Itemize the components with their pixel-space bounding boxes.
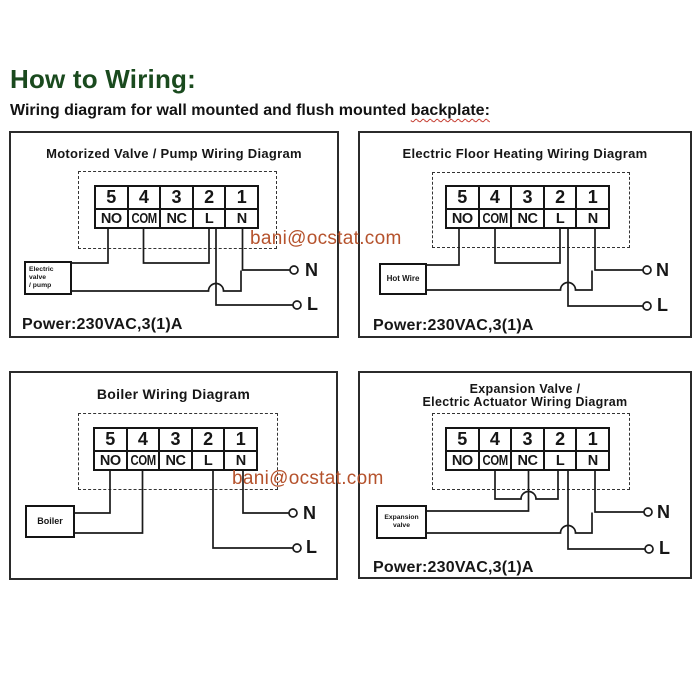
panel-title: Motorized Valve / Pump Wiring Diagram: [46, 146, 302, 161]
supply-n-label: N: [656, 260, 669, 280]
terminal-number: 3: [512, 187, 543, 208]
watermark: bani@ocstat.com: [232, 468, 384, 489]
terminal-label: NO: [447, 210, 478, 227]
terminal-number: 4: [480, 187, 511, 208]
supply-l-label: L: [657, 295, 668, 315]
device-label: Hot Wire: [386, 274, 420, 284]
terminal-number: 5: [447, 187, 478, 208]
terminal-number: 4: [129, 187, 160, 208]
terminal-label: L: [545, 210, 576, 227]
panel-title-line2: Electric Actuator Wiring Diagram: [422, 395, 628, 409]
supply-n-terminal: [644, 508, 652, 516]
supply-l-terminal: [293, 544, 301, 552]
panel-title: Boiler Wiring Diagram: [96, 386, 251, 402]
device-box-boiler: [25, 505, 75, 538]
terminal-number: 2: [545, 187, 576, 208]
supply-n-terminal: [643, 266, 651, 274]
terminal-label: COM: [480, 210, 511, 227]
page-title: How to Wiring:: [10, 64, 196, 94]
terminal-number: 2: [193, 429, 224, 450]
terminal-number: 3: [161, 187, 192, 208]
terminal-label: L: [194, 210, 225, 227]
terminal-label: L: [193, 452, 224, 469]
terminal-number: 2: [545, 429, 576, 450]
power-rating: Power:230VAC,3(1)A: [373, 317, 534, 334]
supply-n-terminal: [289, 509, 297, 517]
terminal-label: N: [226, 210, 257, 227]
subtitle: [10, 102, 490, 120]
device-box-expansion-valve: [376, 505, 427, 539]
supply-n-label: N: [305, 260, 318, 280]
terminal-block: [445, 427, 610, 471]
supply-n-label: N: [657, 502, 670, 522]
terminal-number: 5: [447, 429, 478, 450]
terminal-label: NC: [512, 452, 543, 469]
device-label: Electric valve: [29, 266, 54, 282]
terminal-number: 1: [577, 429, 608, 450]
terminal-number: 2: [194, 187, 225, 208]
device-label: / pump: [29, 281, 52, 289]
terminal-label: NO: [96, 210, 127, 227]
terminal-label: COM: [480, 452, 511, 469]
terminal-number: 3: [160, 429, 191, 450]
supply-l-terminal: [645, 545, 653, 553]
watermark: bani@ocstat.com: [250, 228, 402, 249]
supply-n-terminal: [290, 266, 298, 274]
supply-l-label: L: [659, 538, 670, 558]
terminal-block: [93, 427, 258, 471]
subtitle-text: Wiring diagram for wall mounted and flush mounted: [10, 102, 411, 119]
supply-l-terminal: [643, 302, 651, 310]
wire-valve-to-n-with-hop: [72, 271, 241, 292]
power-rating: Power:230VAC,3(1)A: [22, 316, 183, 333]
terminal-number: 4: [480, 429, 511, 450]
terminal-block: [94, 185, 259, 229]
terminal-number: 1: [225, 429, 256, 450]
terminal-label: NC: [160, 452, 191, 469]
terminal-label: N: [577, 452, 608, 469]
terminal-number: 1: [577, 187, 608, 208]
terminal-number: 5: [96, 187, 127, 208]
device-box-electric-valve-pump: [24, 261, 72, 295]
panel-title-line1: Expansion Valve /: [469, 382, 581, 396]
terminal-number: 3: [512, 429, 543, 450]
terminal-label: NC: [512, 210, 543, 227]
terminal-label: NO: [447, 452, 478, 469]
terminal-number: 5: [95, 429, 126, 450]
terminal-label: NC: [161, 210, 192, 227]
panel-title: Electric Floor Heating Wiring Diagram: [402, 146, 648, 161]
terminal-block: [445, 185, 610, 229]
supply-l-terminal: [293, 301, 301, 309]
device-box-hot-wire: [379, 263, 427, 295]
terminal-number: 4: [128, 429, 159, 450]
terminal-label: NO: [95, 452, 126, 469]
device-label: Expansion: [384, 514, 419, 522]
panel-expansion-valve: [358, 371, 692, 579]
terminal-label: COM: [129, 210, 160, 227]
supply-l-label: L: [307, 294, 318, 314]
panel-floor-heating: [358, 131, 692, 338]
supply-l-label: L: [306, 537, 317, 557]
wire-hotwire-to-n-with-hop: [427, 271, 592, 291]
terminal-label: COM: [128, 452, 159, 469]
subtitle-spellcheck-word: backplate:: [410, 102, 490, 119]
wire-valve-to-n-with-hop: [427, 513, 592, 534]
terminal-label: N: [577, 210, 608, 227]
terminal-label: L: [545, 452, 576, 469]
device-label: Boiler: [37, 516, 63, 527]
terminal-number: 1: [226, 187, 257, 208]
supply-n-label: N: [303, 503, 316, 523]
power-rating: Power:230VAC,3(1)A: [373, 559, 534, 576]
device-label: valve: [392, 522, 410, 529]
terminal-label: N: [225, 452, 256, 469]
